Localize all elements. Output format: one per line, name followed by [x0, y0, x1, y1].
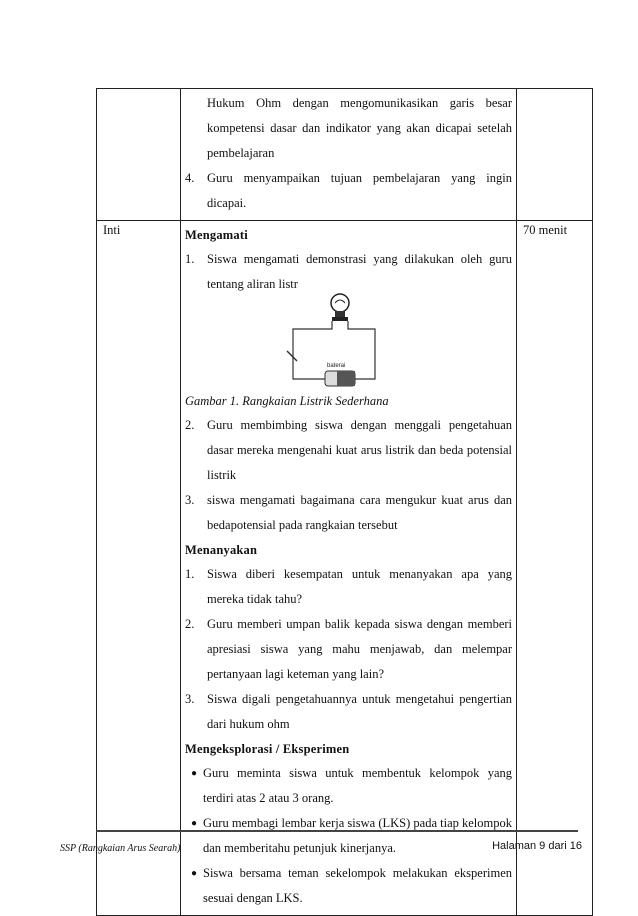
list-text: Siswa mengamati demonstrasi yang dilakukan oleh guru tentang aliran listr	[207, 252, 512, 291]
list-number: 2.	[185, 418, 195, 432]
bullet-text: Guru membagi lembar kerja siswa (LKS) pada tiap kelompok dan memberitahu petunjuk kinerjanya.	[203, 816, 512, 855]
bullet-icon: ●	[190, 868, 198, 879]
battery-label: baterai	[327, 363, 346, 369]
bullet-icon: ●	[190, 818, 198, 829]
list-item	[185, 166, 512, 216]
list-item	[185, 687, 512, 737]
section-heading-mengamati: Mengamati	[185, 228, 248, 242]
duration-cell-empty	[517, 89, 593, 221]
bullet-item	[185, 811, 512, 861]
lesson-plan-table	[96, 88, 593, 916]
phase-cell: Inti	[97, 221, 181, 916]
list-text: Guru menyampaikan tujuan pembelajaran yang ingin dicapai.	[207, 171, 512, 210]
bulb-glass	[331, 294, 349, 312]
bullet-item	[185, 861, 512, 911]
list-number: 3.	[185, 692, 195, 706]
intro-row	[97, 89, 593, 221]
list-number: 2.	[185, 617, 195, 631]
list-text: Siswa digali pengetahuannya untuk mengetahui pengertian dari hukum ohm	[207, 692, 512, 731]
activity-cell-intro	[181, 89, 517, 221]
list-item	[185, 562, 512, 612]
battery-cap	[337, 371, 355, 386]
activity-cell-inti	[181, 221, 517, 916]
footer-document-title: SSP (Rangkaian Arus Searah)	[60, 843, 181, 854]
list-number: 4.	[185, 171, 195, 185]
inti-row	[97, 221, 593, 916]
bullet-item	[185, 761, 512, 811]
list-number: 1.	[185, 252, 195, 266]
list-text: Siswa diberi kesempatan untuk menanyakan apa yang mereka tidak tahu?	[207, 567, 512, 606]
list-number: 3.	[185, 493, 195, 507]
list-item	[185, 612, 512, 687]
circuit-figure	[185, 297, 512, 389]
duration-cell: 70 menit	[517, 221, 593, 916]
bullet-text: Guru meminta siswa untuk membentuk kelompok yang terdiri atas 2 atau 3 orang.	[203, 766, 512, 805]
list-item	[185, 247, 512, 297]
list-item	[185, 488, 512, 538]
figure-caption: Gambar 1. Rangkaian Listrik Sederhana	[185, 394, 389, 408]
list-number: 1.	[185, 567, 195, 581]
phase-cell-empty	[97, 89, 181, 221]
bulb-holder	[332, 317, 348, 321]
switch-lever	[287, 351, 297, 361]
bullet-icon: ●	[190, 768, 198, 779]
bulb-base	[335, 311, 345, 317]
bulb-filament	[335, 300, 345, 303]
list-text: Guru memberi umpan balik kepada siswa dengan memberi apresiasi siswa yang mahu menjawab, dan melempar pertanyaan lagi keteman yang lain?	[207, 617, 512, 681]
footer-divider	[96, 830, 578, 832]
circuit-diagram-image	[285, 291, 395, 391]
list-text: siswa mengamati bagaimana cara mengukur kuat arus dan bedapotensial pada rangkaian tersebut	[207, 493, 512, 532]
section-heading-menanyakan: Menanyakan	[185, 543, 258, 557]
footer-page-number: Halaman 9 dari 16	[492, 840, 582, 852]
list-item	[185, 413, 512, 488]
section-heading-eksplorasi: Mengeksplorasi / Eksperimen	[185, 742, 350, 756]
intro-continuation-text: Hukum Ohm dengan mengomunikasikan garis besar kompetensi dasar dan indikator yang akan dicapai setelah pembelajaran	[207, 96, 512, 160]
list-text: Guru membimbing siswa dengan menggali pengetahuan dasar mereka mengenahi kuat arus listrik dan beda potensial listrik	[207, 418, 512, 482]
circuit-wire	[293, 321, 375, 379]
bullet-text: Siswa bersama teman sekelompok melakukan eksperimen sesuai dengan LKS.	[203, 866, 512, 905]
